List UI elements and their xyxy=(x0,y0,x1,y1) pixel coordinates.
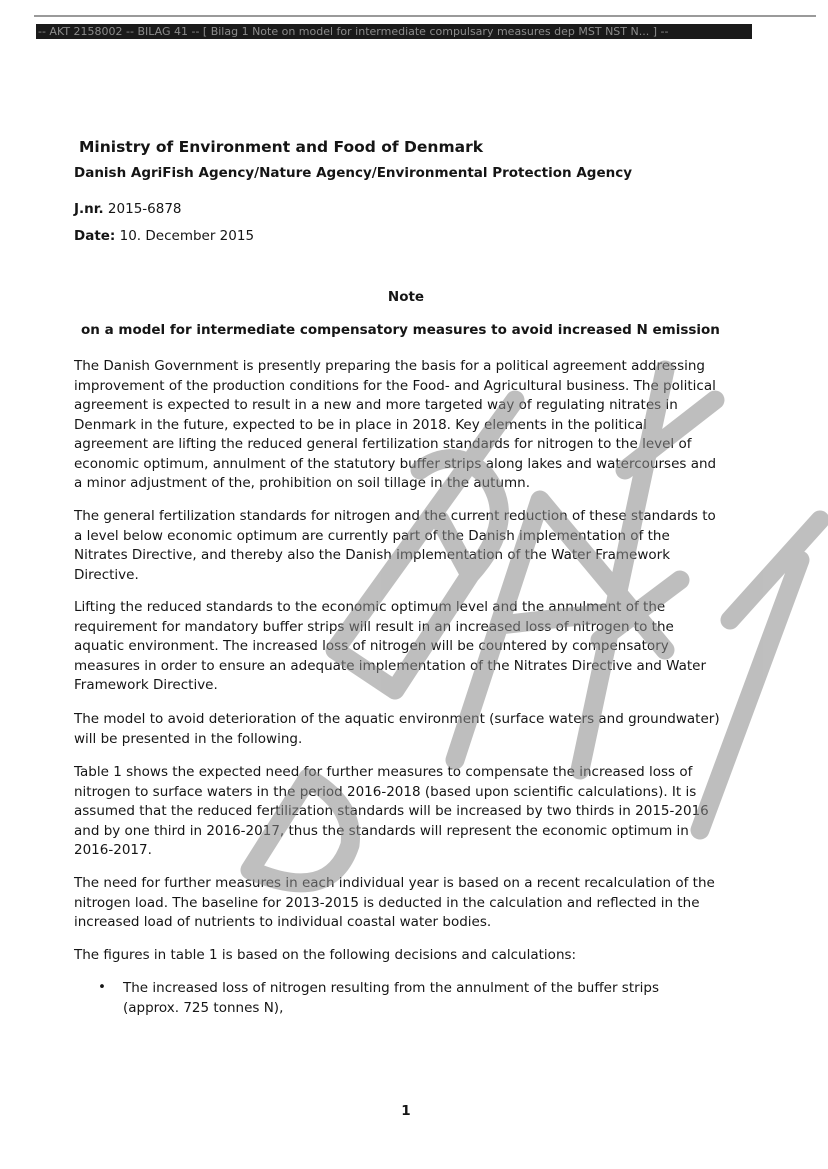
bullet-line: The increased loss of nitrogen resulting from the annulment of the buffer strips xyxy=(123,980,660,996)
paragraph-line: improvement of the production conditions for the Food- and Agricultural business. The political xyxy=(74,377,716,394)
paragraph-line: a minor adjustment of the, prohibition on soil tillage in the autumn. xyxy=(74,475,530,491)
paragraph xyxy=(74,946,744,966)
page-number: 1 xyxy=(401,1103,411,1119)
date-label: Date: xyxy=(74,228,116,244)
paragraph xyxy=(74,598,744,696)
paragraph-line: measures in order to ensure an adequate implementation of the Nitrates Directive and Water xyxy=(74,657,707,674)
paragraph-line: The figures in table 1 is based on the following decisions and calculations: xyxy=(74,947,577,963)
paragraph-line: aquatic environment. The increased loss of nitrogen will be countered by compensatory xyxy=(74,638,669,654)
paragraph-line: will be presented in the following. xyxy=(74,730,303,747)
document-date xyxy=(74,228,254,244)
bullet-line: (approx. 725 tonnes N), xyxy=(123,999,284,1016)
paragraph-line: requirement for mandatory buffer strips will result in an increased loss of nitrogen to the xyxy=(74,618,674,635)
paragraph-line: agreement are lifting the reduced general fertilization standards for nitrogen to the level of xyxy=(74,436,692,452)
paragraph-line: economic optimum, annulment of the statutory buffer strips along lakes and watercourses and xyxy=(74,455,717,472)
journal-number xyxy=(74,201,182,217)
paragraph-line: The general fertilization standards for nitrogen and the current reduction of these standards to xyxy=(74,508,716,524)
paragraph-line: Denmark in the future, expected to be in place in 2018. Key elements in the political xyxy=(74,416,647,433)
note-subtitle: on a model for intermediate compensatory measures to avoid increased N emission xyxy=(81,322,720,338)
ministry-heading: Ministry of Environment and Food of Denmark xyxy=(79,138,484,156)
paragraph xyxy=(74,763,744,861)
paragraph xyxy=(74,710,744,749)
paragraph-line: Nitrates Directive, and thereby also the Danish implementation of the Water Framework xyxy=(74,547,671,563)
date-value: 10. December 2015 xyxy=(119,228,255,244)
paragraph-line: Lifting the reduced standards to the economic optimum level and the annulment of the xyxy=(74,599,666,615)
paragraph xyxy=(74,507,744,585)
paragraph-line: The need for further measures in each individual year is based on a recent recalculation of the xyxy=(74,875,715,891)
paragraph-line: nitrogen load. The baseline for 2013-2015 is deducted in the calculation and reflected in the xyxy=(74,894,700,911)
agencies-heading: Danish AgriFish Agency/Nature Agency/Environmental Protection Agency xyxy=(74,165,633,181)
paragraph-line: assumed that the reduced fertilization standards will be increased by two thirds in 2015-2016 xyxy=(74,803,709,819)
paragraph-line: 2016-2017. xyxy=(74,842,152,858)
bullet-marker: • xyxy=(98,979,106,995)
journal-number-value: 2015-6878 xyxy=(107,201,182,217)
bullet-item xyxy=(123,979,743,1018)
note-title: Note xyxy=(387,289,425,305)
paragraph-line: increased load of nutrients to individual coastal water bodies. xyxy=(74,914,492,930)
paragraph-line: a level below economic optimum are currently part of the Danish implementation of the xyxy=(74,527,670,544)
paragraph-line: The model to avoid deterioration of the aquatic environment (surface waters and groundwater) xyxy=(74,711,720,727)
paragraph-line: nitrogen to surface waters in the period 2016-2018 (based upon scientific calculations). It is xyxy=(74,783,697,800)
paragraph-line: agreement is expected to result in a new and more targeted way of regulating nitrates in xyxy=(74,397,678,413)
journal-number-label: J.nr. xyxy=(74,201,104,217)
paragraph-line: Directive. xyxy=(74,566,139,583)
paragraph xyxy=(74,874,744,933)
paragraph-line: Framework Directive. xyxy=(74,677,218,693)
paragraph-line: Table 1 shows the expected need for further measures to compensate the increased loss of xyxy=(74,764,693,780)
paragraph-line: and by one third in 2016-2017, thus the standards will represent the economic optimum in xyxy=(74,822,689,839)
paragraph-line: The Danish Government is presently preparing the basis for a political agreement addressing xyxy=(74,358,705,374)
paragraph xyxy=(74,357,744,494)
document-header-bar: -- AKT 2158002 -- BILAG 41 -- [ Bilag 1 Note on model for intermediate compulsary measures dep MST NST N... ] -- xyxy=(36,24,752,39)
